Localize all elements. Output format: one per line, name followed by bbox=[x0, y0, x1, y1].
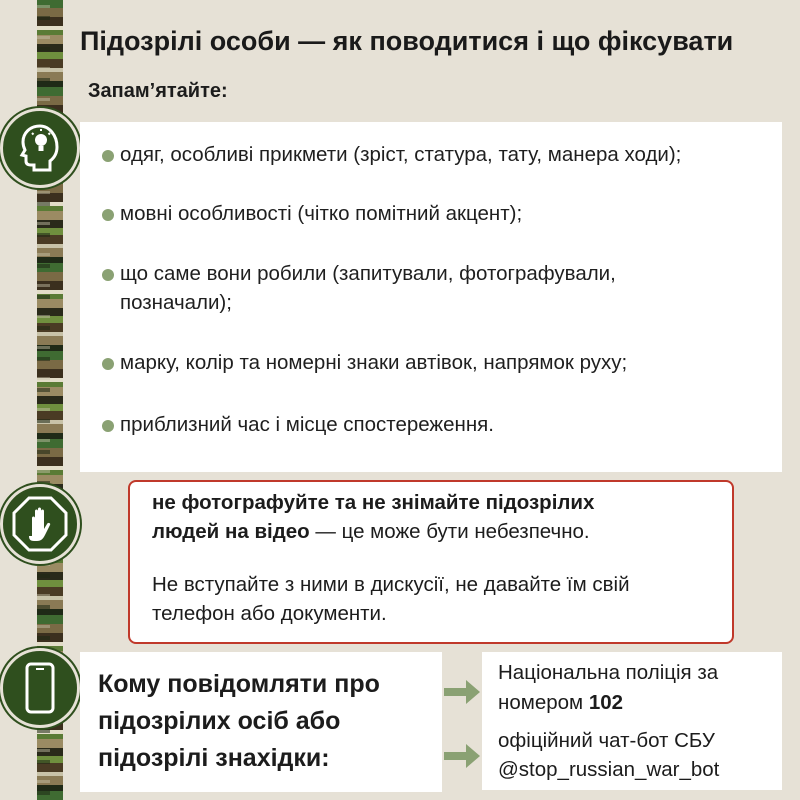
list-item: приблизний час і місце спостереження. bbox=[100, 410, 770, 439]
warning-line: не фотографуйте та не знімайте підозрілих bbox=[152, 491, 595, 514]
list-item: мовні особливості (чітко помітний акцент); bbox=[100, 199, 770, 228]
list-item: одяг, особливі прикмети (зріст, статура, тату, манера ходи); bbox=[100, 140, 770, 169]
report-heading-box: Кому повідомляти про підозрілих осіб або підозрілі знахідки: bbox=[80, 652, 442, 792]
page-title: Підозрілі особи — як поводитися і що фіксувати bbox=[80, 26, 734, 56]
contacts-box: Національна поліція за номером 102 офіційний чат-бот СБУ @stop_russian_war_bot bbox=[482, 652, 782, 790]
warning-box bbox=[128, 480, 734, 644]
warning-line: людей на відео — це може бути небезпечно. bbox=[152, 520, 590, 543]
bullet-icon bbox=[102, 269, 114, 281]
list-item: марку, колір та номерні знаки автівок, напрямок руху; bbox=[100, 348, 770, 377]
head-bulb-icon bbox=[0, 108, 80, 188]
police-number: 102 bbox=[588, 691, 624, 714]
bot-handle: @stop_russian_war_bot bbox=[498, 758, 720, 781]
bullet-icon bbox=[102, 209, 114, 221]
bullet-icon bbox=[102, 420, 114, 432]
bullet-icon bbox=[102, 150, 114, 162]
stop-hand-icon bbox=[0, 484, 80, 564]
subtitle: Запам’ятайте: bbox=[88, 80, 228, 102]
list-item: що саме вони робили (запитували, фотографували, позначали); bbox=[100, 259, 770, 317]
arrow-right-icon bbox=[444, 680, 480, 704]
remember-list bbox=[80, 122, 782, 472]
warning-line: телефон або документи. bbox=[152, 602, 387, 625]
phone-icon bbox=[0, 648, 80, 728]
warning-line: Не вступайте з ними в дискусії, не давайте їм свій bbox=[152, 573, 630, 596]
bullet-icon bbox=[102, 358, 114, 370]
arrow-right-icon bbox=[444, 744, 480, 768]
